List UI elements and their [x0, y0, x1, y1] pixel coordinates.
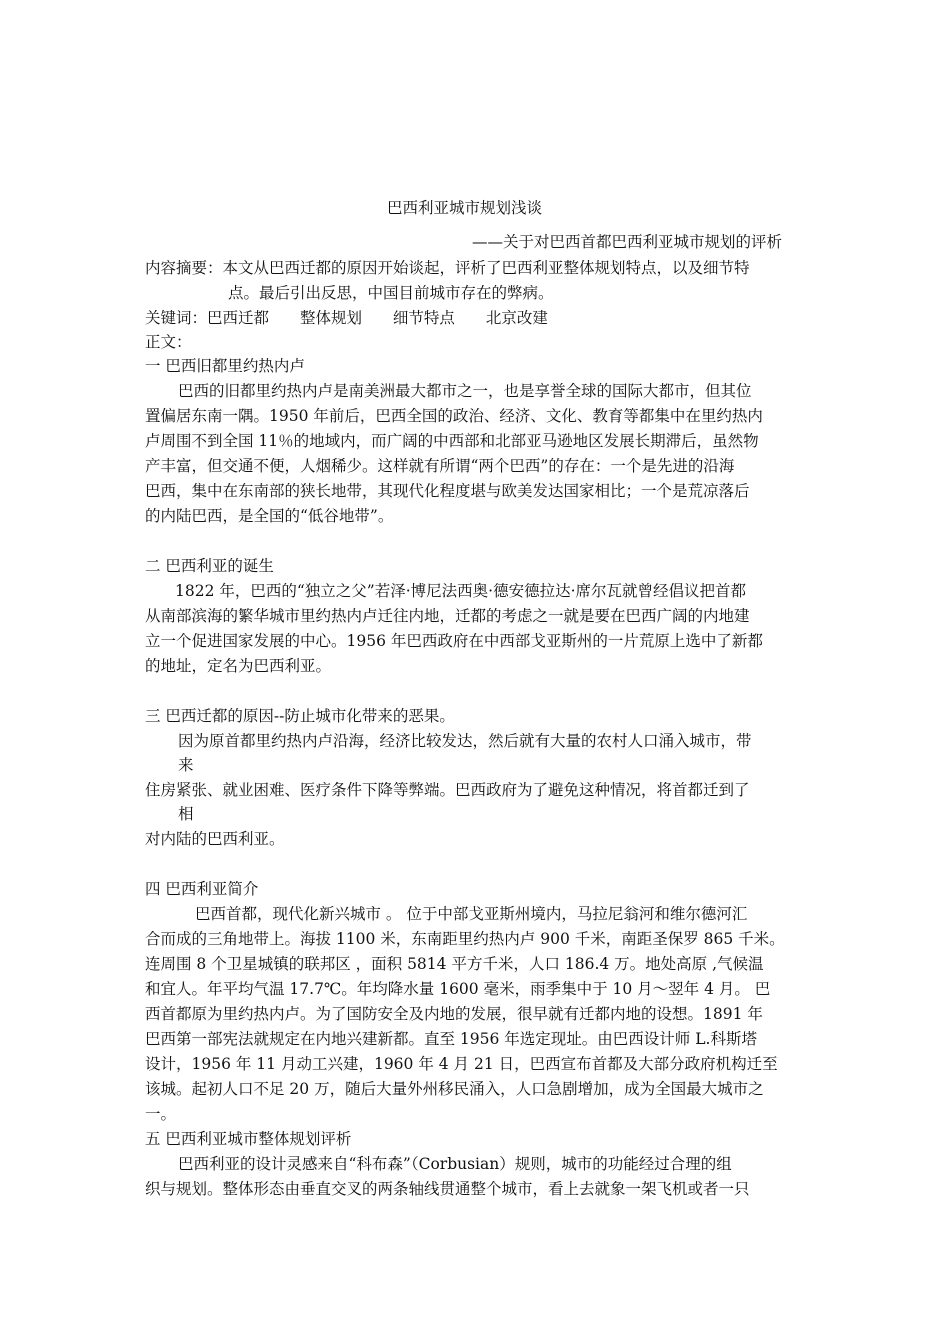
paragraph-line: 卢周围不到全国 11％的地域内，而广阔的中西部和北部亚马逊地区发展长期滞后，虽然物 [145, 432, 759, 450]
paragraph-line: 巴西首都，现代化新兴城市 。 位于中部戈亚斯州境内，马拉尼翁河和维尔德河汇 [195, 905, 748, 923]
document-title: 巴西利亚城市规划浅谈 [387, 199, 543, 217]
paragraph-line: 和宜人。年平均气温 17.7℃。年均降水量 1600 毫米，雨季集中于 10 月～翌年 4 月。 巴 [145, 980, 771, 998]
paragraph-line: 住房紧张、就业困难、医疗条件下降等弊端。巴西政府为了避免这种情况，将首都迁到了 [145, 781, 750, 799]
body-label: 正文： [145, 333, 192, 351]
paragraph-line: 产丰富，但交通不便，人烟稀少。这样就有所谓“两个巴西”的存在：一个是先进的沿海 [145, 457, 735, 475]
paragraph-line: 巴西利亚的设计灵感来自“科布森”（Corbusian）规则，城市的功能经过合理的组 [178, 1155, 732, 1173]
paragraph-line: 来 [178, 756, 194, 774]
section-heading: 三 巴西迁都的原因--防止城市化带来的恶果。 [145, 707, 455, 725]
section-heading: 五 巴西利亚城市整体规划评析 [145, 1130, 352, 1148]
abstract-line-2: 点。最后引出反思，中国目前城市存在的弊病。 [228, 284, 554, 302]
paragraph-line: 连周围 8 个卫星城镇的联邦区 ，面积 5814 平方千米，人口 186.4 万。地处高原 ,气候温 [145, 955, 764, 973]
paragraph-line: 立一个促进国家发展的中心。1956 年巴西政府在中西部戈亚斯州的一片荒原上选中了新都 [145, 632, 763, 650]
paragraph-line: 织与规划。整体形态由垂直交叉的两条轴线贯通整个城市，看上去就象一架飞机或者一只 [145, 1180, 750, 1198]
paragraph-line: 一。 [145, 1105, 177, 1123]
paragraph-line: 的内陆巴西，是全国的“低谷地带”。 [145, 507, 394, 525]
paragraph-line: 相 [178, 805, 194, 823]
paragraph-line: 合而成的三角地带上。海拔 1100 米，东南距里约热内卢 900 千米，南距圣保罗 865 千米。 [145, 930, 785, 948]
paragraph-line: 该城。起初人口不足 20 万，随后大量外州移民涌入，人口急剧增加，成为全国最大城市之 [145, 1080, 764, 1098]
section-heading: 四 巴西利亚简介 [145, 880, 259, 898]
section-heading: 一 巴西旧都里约热内卢 [145, 357, 305, 375]
document-subtitle: ——关于对巴西首都巴西利亚城市规划的评析 [472, 233, 783, 251]
keywords-line [145, 308, 574, 328]
keyword-item: 细节特点 [392, 309, 455, 327]
keyword-item: 北京改建 [485, 309, 548, 327]
paragraph-line: 从南部滨海的繁华城市里约热内卢迁往内地，迁都的考虑之一就是要在巴西广阔的内地建 [145, 607, 750, 625]
paragraph-line: 的地址，定名为巴西利亚。 [145, 657, 332, 675]
keywords-label: 关键词：巴西迁都 [145, 309, 270, 327]
paragraph-line: 置偏居东南一隅。1950 年前后，巴西全国的政治、经济、文化、教育等都集中在里约热内 [145, 407, 763, 425]
section-heading: 二 巴西利亚的诞生 [145, 557, 274, 575]
abstract-line-1: 内容摘要：本文从巴西迁都的原因开始谈起，评析了巴西利亚整体规划特点，以及细节特 [145, 259, 750, 277]
paragraph-line: 1822 年，巴西的“独立之父”若泽·博尼法西奥·德安德拉达·席尔瓦就曾经倡议把首都 [175, 582, 747, 600]
paragraph-line: 巴西，集中在东南部的狭长地带，其现代化程度堪与欧美发达国家相比；一个是荒凉落后 [145, 482, 750, 500]
paragraph-line: 因为原首都里约热内卢沿海，经济比较发达，然后就有大量的农村人口涌入城市，带 [178, 732, 752, 750]
paragraph-line: 巴西第一部宪法就规定在内地兴建新都。直至 1956 年选定现址。由巴西设计师 L.科斯塔 [145, 1030, 757, 1048]
paragraph-line: 对内陆的巴西利亚。 [145, 830, 285, 848]
paragraph-line: 西首都原为里约热内卢。为了国防安全及内地的发展，很早就有迁都内地的设想。1891 年 [145, 1005, 763, 1023]
keyword-item: 整体规划 [299, 309, 362, 327]
paragraph-line: 巴西的旧都里约热内卢是南美洲最大都市之一，也是享誉全球的国际大都市，但其位 [178, 382, 752, 400]
paragraph-line: 设计，1956 年 11 月动工兴建，1960 年 4 月 21 日，巴西宣布首都及大部分政府机构迁至 [145, 1055, 778, 1073]
